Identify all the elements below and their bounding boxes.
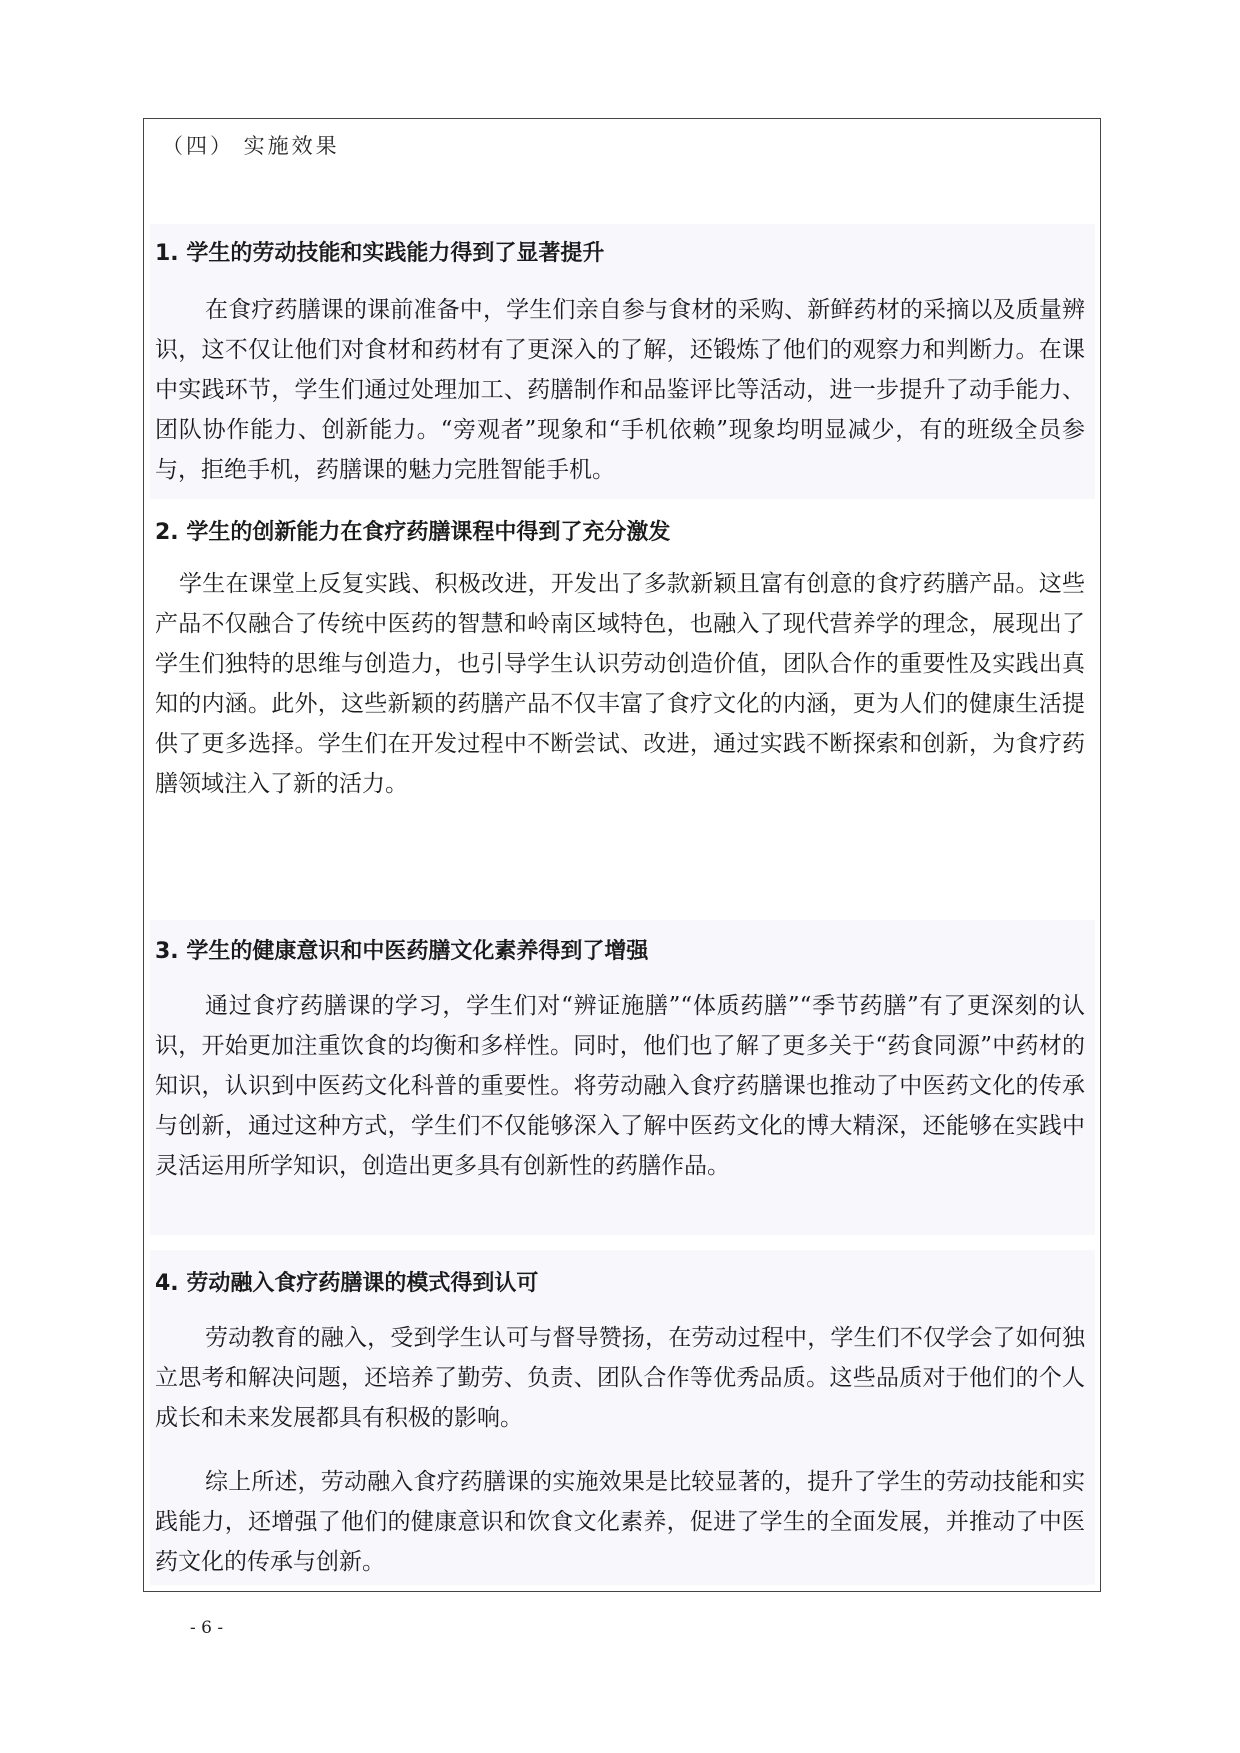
- item-3-title: 3. 学生的健康意识和中医药膳文化素养得到了增强: [155, 939, 649, 964]
- section-heading: （四） 实施效果: [162, 134, 340, 158]
- page-number: - 6 -: [190, 1618, 224, 1638]
- summary-paragraph: 综上所述，劳动融入食疗药膳课的实施效果是比较显著的，提升了学生的劳动技能和实践能力，还增强了他们的健康意识和饮食文化素养，促进了学生的全面发展，并推动了中医药文化的传承与创新。: [155, 1469, 1085, 1575]
- item-1-title: 1. 学生的劳动技能和实践能力得到了显著提升: [155, 241, 605, 266]
- item-3-body: 通过食疗药膳课的学习，学生们对“辨证施膳”“体质药膳”“季节药膳”有了更深刻的认识，开始更加注重饮食的均衡和多样性。同时，他们也了解了更多关于“药食同源”中药材的知识，认识到中医药文化科普的重要性。将劳动融入食疗药膳课也推动了中医药文化的传承与创新，通过这种方式，学生们不仅能够深入了解中医药文化的博大精深，还能够在实践中灵活运用所学知识，创造出更多具有创新性的药膳作品。: [155, 993, 1085, 1179]
- item-4-body: 劳动教育的融入，受到学生认可与督导赞扬，在劳动过程中，学生们不仅学会了如何独立思考和解决问题，还培养了勤劳、负责、团队合作等优秀品质。这些品质对于他们的个人成长和未来发展都具有积极的影响。: [155, 1325, 1085, 1431]
- item-2-body: 学生在课堂上反复实践、积极改进，开发出了多款新颖且富有创意的食疗药膳产品。这些产品不仅融合了传统中医药的智慧和岭南区域特色，也融入了现代营养学的理念，展现出了学生们独特的思维与创造力，也引导学生认识劳动创造价值，团队合作的重要性及实践出真知的内涵。此外，这些新颖的药膳产品不仅丰富了食疗文化的内涵，更为人们的健康生活提供了更多选择。学生们在开发过程中不断尝试、改进，通过实践不断探索和创新，为食疗药膳领域注入了新的活力。: [155, 571, 1085, 797]
- item-2-title: 2. 学生的创新能力在食疗药膳课程中得到了充分激发: [155, 520, 671, 545]
- item-1-body: 在食疗药膳课的课前准备中，学生们亲自参与食材的采购、新鲜药材的采摘以及质量辨识，这不仅让他们对食材和药材有了更深入的了解，还锻炼了他们的观察力和判断力。在课中实践环节，学生们通过处理加工、药膳制作和品鉴评比等活动，进一步提升了动手能力、团队协作能力、创新能力。“旁观者”现象和“手机依赖”现象均明显减少，有的班级全员参与，拒绝手机，药膳课的魅力完胜智能手机。: [155, 297, 1085, 483]
- item-4-title: 4. 劳动融入食疗药膳课的模式得到认可: [155, 1271, 539, 1296]
